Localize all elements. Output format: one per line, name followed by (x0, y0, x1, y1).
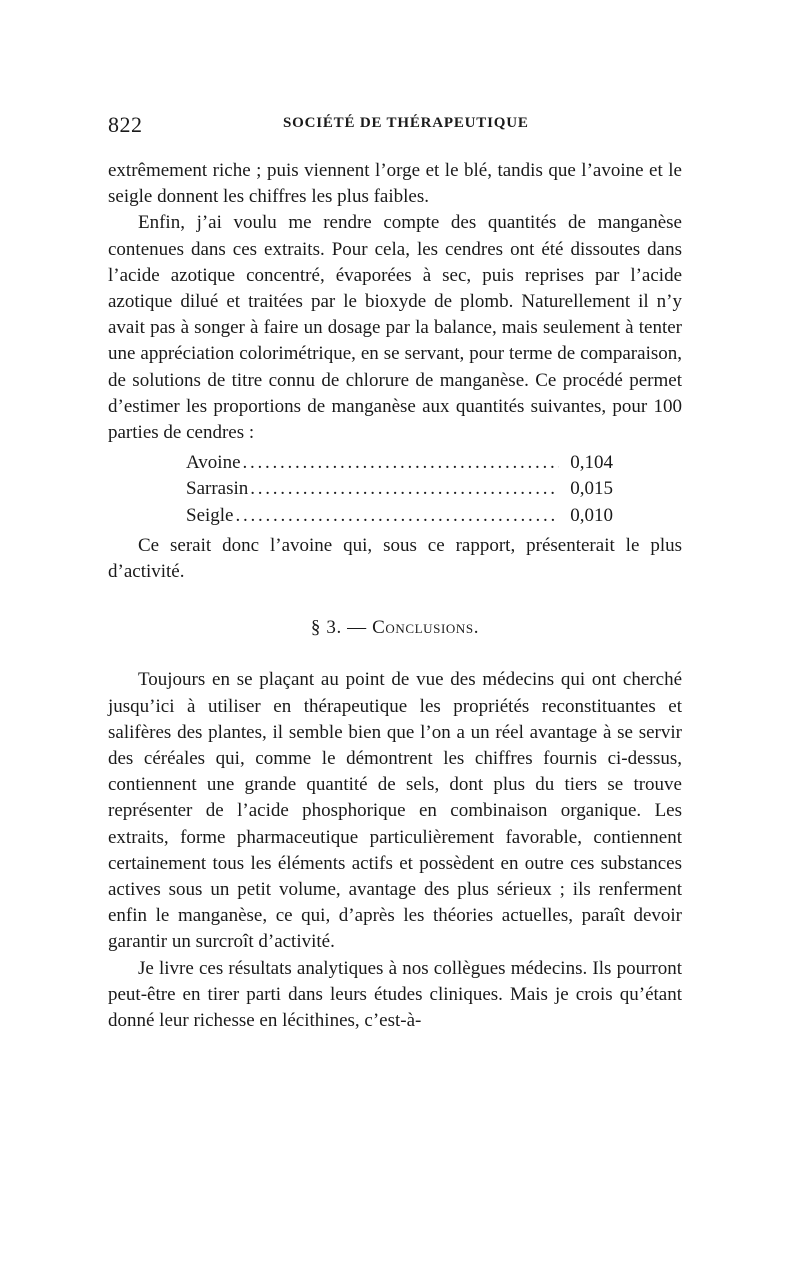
row-value: 0,010 (570, 504, 613, 526)
row-label: Sarrasin (186, 478, 249, 500)
row-label: Seigle (186, 504, 234, 526)
manganese-table (186, 450, 613, 529)
paragraph-final: Je livre ces résultats analytiques à nos collègues médecins. Ils pourront peut-être en tirer parti dans leurs études cliniques. Mais je crois qu’étant donné leur richesse en lécithines, c’est-à- (108, 957, 682, 1032)
table-row (186, 450, 613, 476)
dot-leader (243, 450, 559, 476)
page-body (108, 158, 682, 1034)
table-row (186, 476, 613, 502)
row-label: Avoine (186, 452, 241, 474)
row-value: 0,015 (570, 478, 613, 500)
paragraph-continued: extrêmement riche ; puis viennent l’orge et le blé, tandis que l’avoine et le seigle donnent les chiffres les plus faibles. (108, 160, 682, 208)
section-number: § 3. — (310, 617, 373, 639)
paragraph-conclusion-avoine: Ce serait donc l’avoine qui, sous ce rapport, présenterait le plus d’activité. (108, 534, 682, 582)
dot-leader (236, 503, 560, 529)
section-title: Conclusions. (372, 617, 480, 639)
paragraph-conclusions: Toujours en se plaçant au point de vue des médecins qui ont cherché jusqu’ici à utiliser en thérapeutique les propriétés reconstituantes et salifères des plantes, il semble bien que l’on a un réel avantage à se servir des céréales qui, comme le démontrent les chiffres fournis ci-dessus, contiennent une grande quantité de sels, dont plus du tiers se trouve représenter de l’acide phosphorique en combinaison organique. Les extraits, forme pharmaceutique particulièrement favorable, contiennent certainement tous les éléments actifs et possèdent en outre ces substances actives sous un petit volume, avantage des plus sérieux ; ils renferment enfin le manganèse, ce qui, d’après les théories actuelles, paraît devoir garantir un surcroît d’activité. (108, 669, 682, 953)
running-title: SOCIÉTÉ DE THÉRAPEUTIQUE (283, 115, 529, 131)
paragraph-manganese-method: Enfin, j’ai voulu me rendre compte des quantités de manganèse contenues dans ces extraits. Pour cela, les cendres ont été dissoutes dans l’acide azotique concentré, évaporées à sec, puis reprises par l’acide azotique dilué et traitées par le bioxyde de plomb. Naturellement il n’y avait pas à songer à faire un dosage par la balance, mais seulement à tenter une appréciation colorimétrique, en se servant, pour terme de comparaison, de solutions de titre connu de chlorure de manganèse. Ce procédé permet d’estimer les proportions de manganèse aux quantités suivantes, pour 100 parties de cendres : (108, 212, 682, 444)
row-value: 0,104 (570, 452, 613, 474)
dot-leader (250, 476, 559, 502)
page-header (108, 112, 682, 140)
page-number: 822 (108, 112, 143, 137)
table-row (186, 503, 613, 529)
section-heading (108, 615, 682, 641)
book-page (108, 112, 682, 1034)
